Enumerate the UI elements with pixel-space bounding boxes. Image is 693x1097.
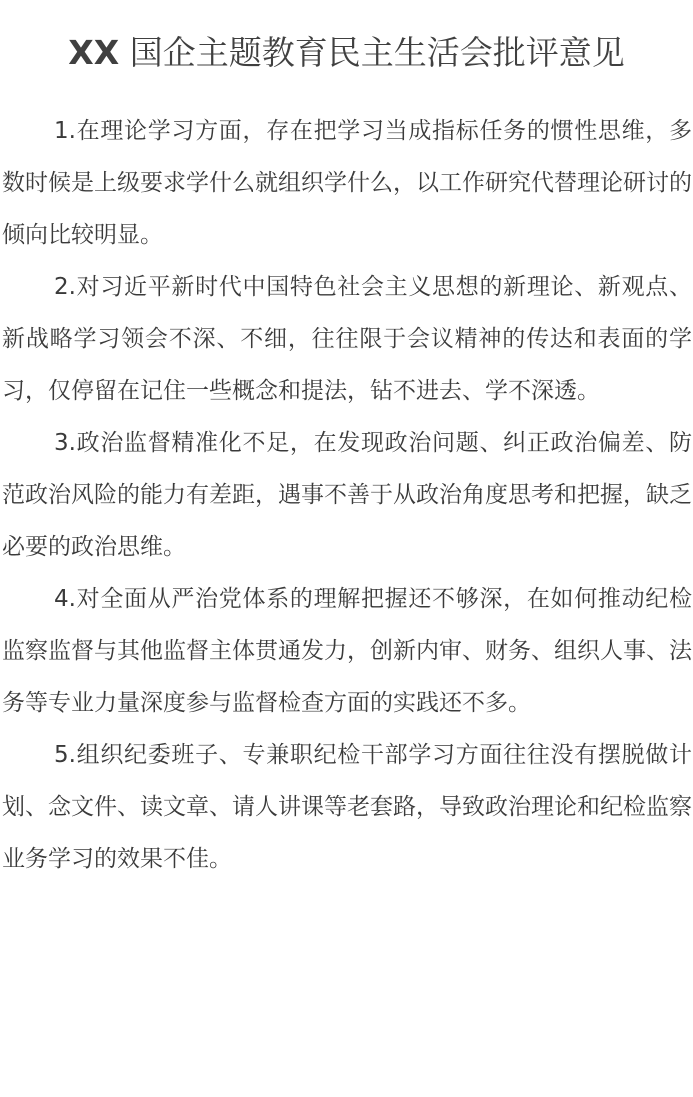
paragraph-4: 4.对全面从严治党体系的理解把握还不够深，在如何推动纪检监察监督与其他监督主体贯通发力，创新内审、财务、组织人事、法务等专业力量深度参与监督检查方面的实践还不多。 [2,586,692,716]
paragraph-3: 3.政治监督精准化不足，在发现政治问题、纠正政治偏差、防范政治风险的能力有差距，遇事不善于从政治角度思考和把握，缺乏必要的政治思维。 [2,430,692,560]
document-body [2,105,692,885]
title-prefix: XX [68,33,120,72]
paragraph-5: 5.组织纪委班子、专兼职纪检干部学习方面往往没有摆脱做计划、念文件、读文章、请人讲课等老套路，导致政治理论和纪检监察业务学习的效果不佳。 [2,742,692,872]
paragraph-1: 1.在理论学习方面，存在把学习当成指标任务的惯性思维，多数时候是上级要求学什么就组织学什么，以工作研究代替理论研讨的倾向比较明显。 [2,118,692,248]
title-text: 国企主题教育民主生活会批评意见 [129,33,625,72]
document-title [0,28,693,78]
paragraph-2: 2.对习近平新时代中国特色社会主义思想的新理论、新观点、新战略学习领会不深、不细，往往限于会议精神的传达和表面的学习，仅停留在记住一些概念和提法，钻不进去、学不深透。 [2,274,692,404]
